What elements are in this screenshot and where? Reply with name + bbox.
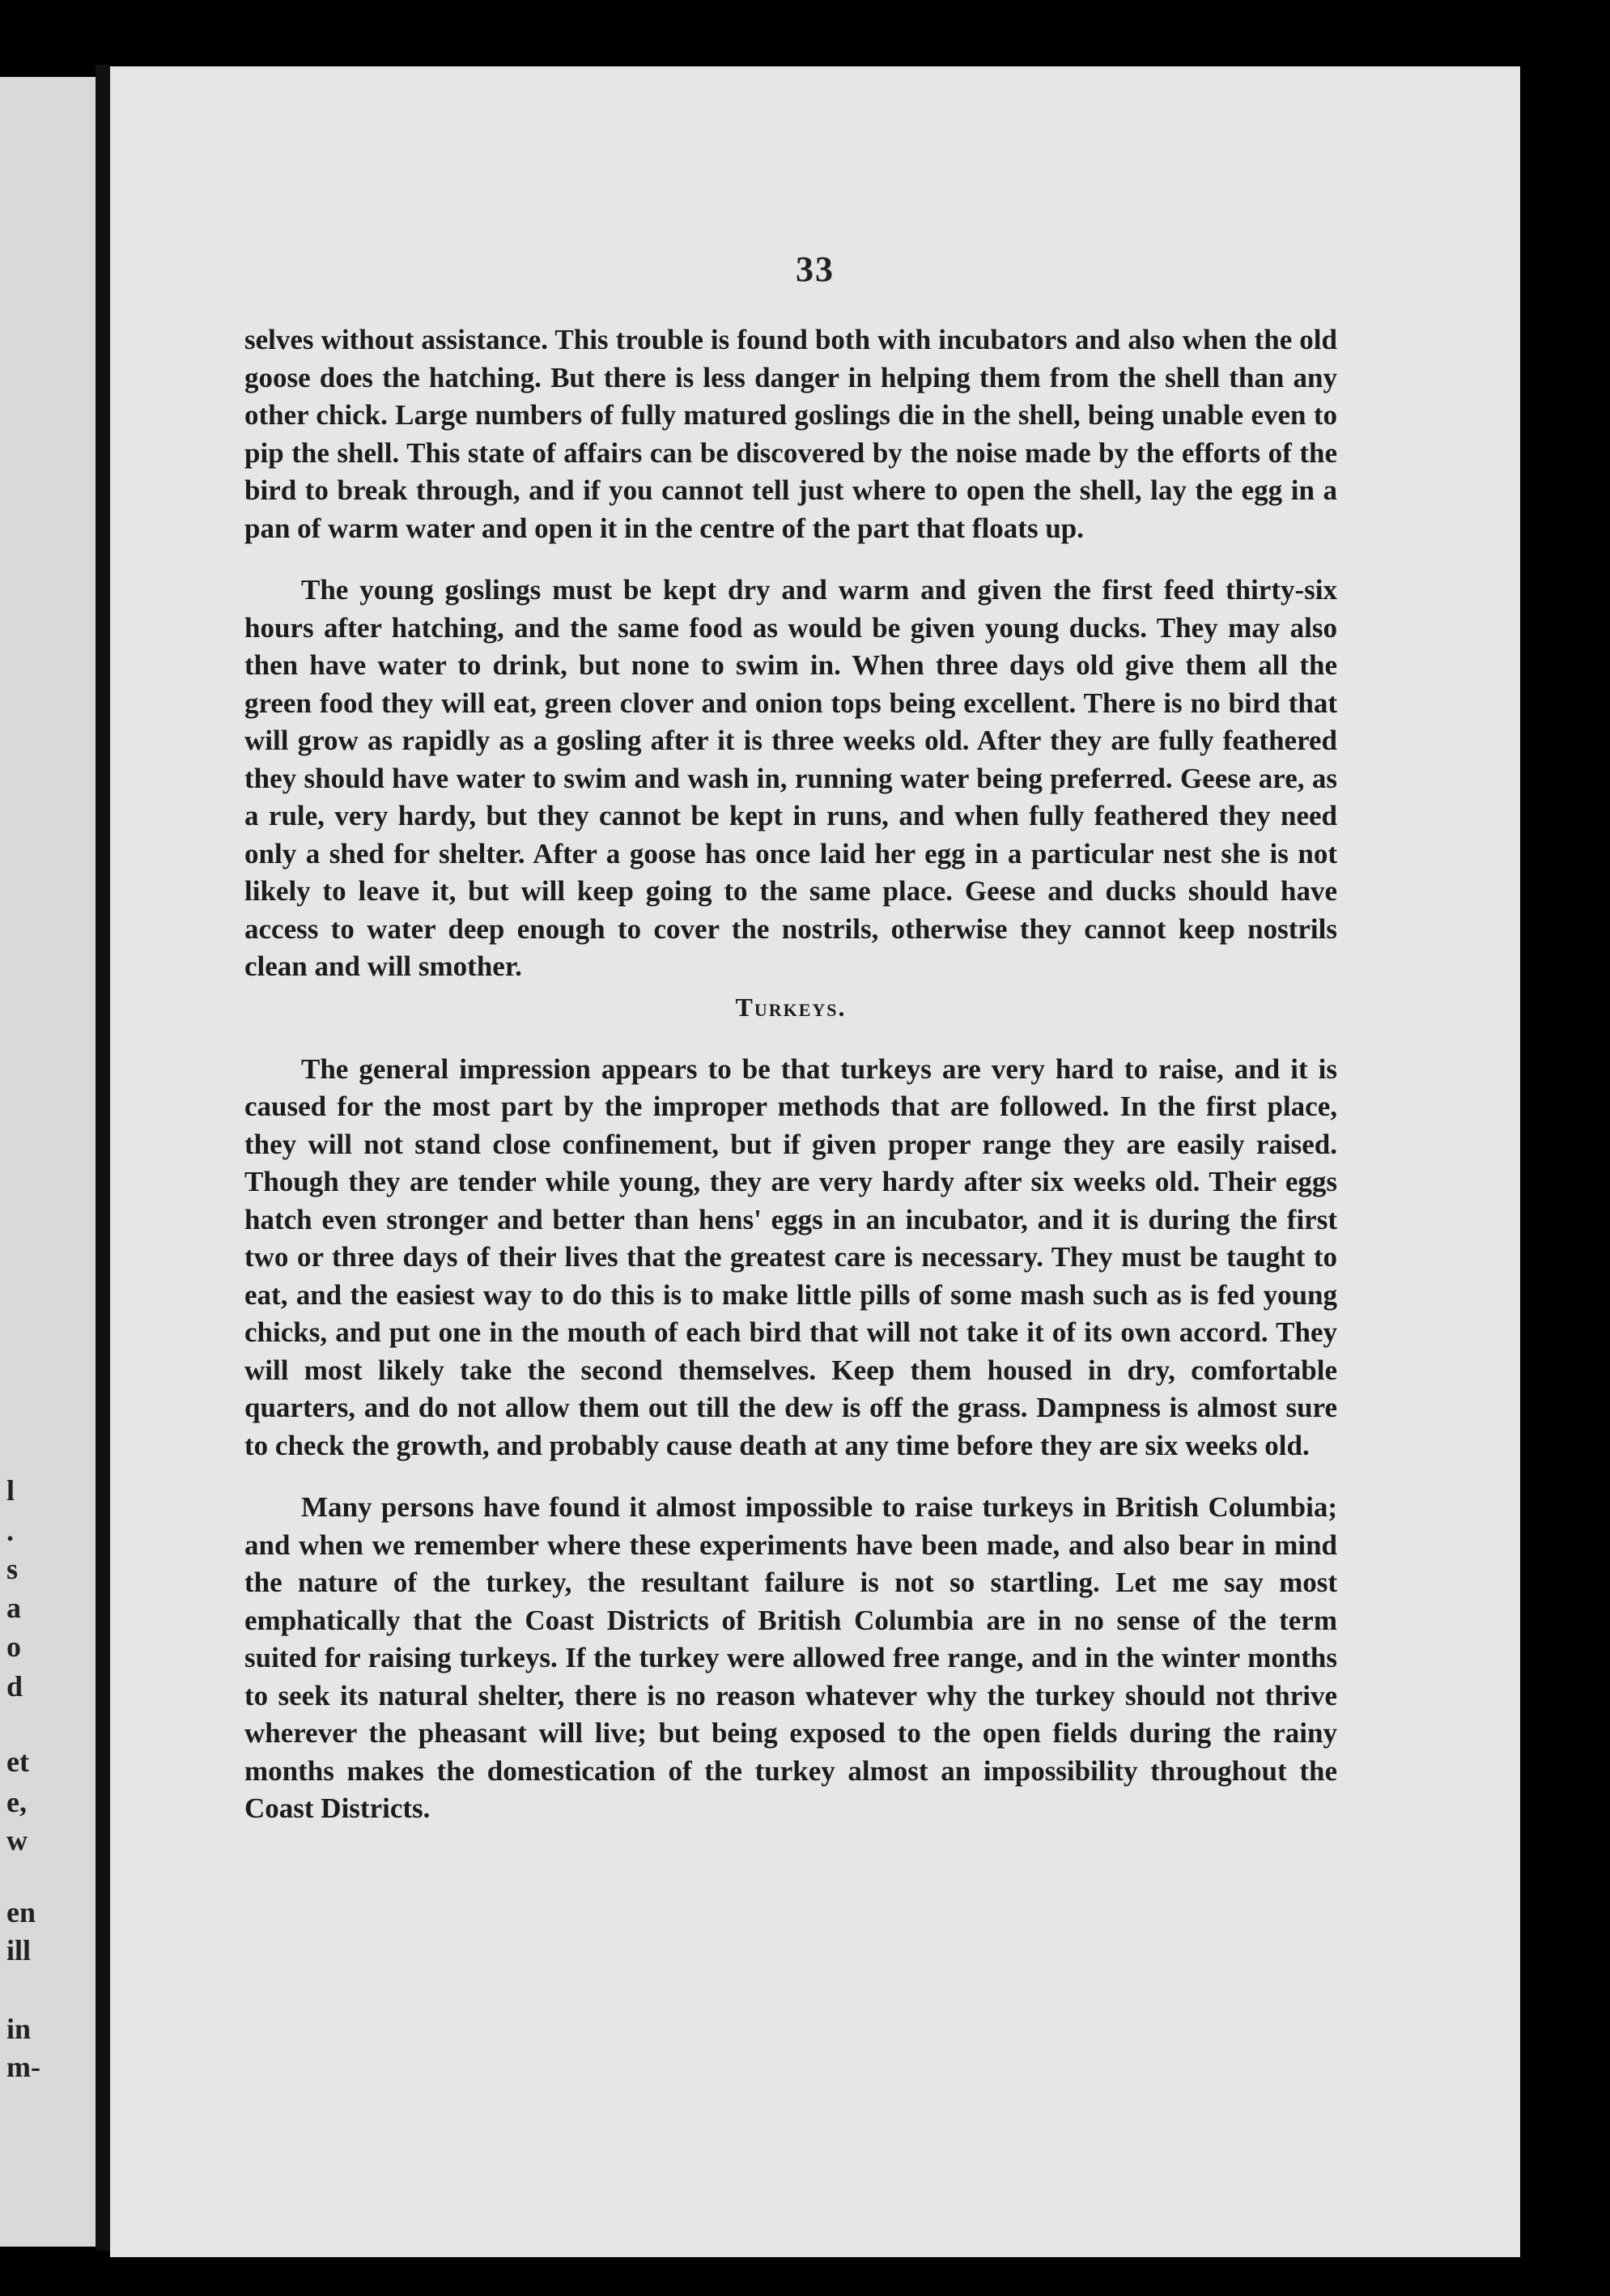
paragraph-turkeys-raising: The general impression appears to be that turkeys are very hard to raise, and it is caused for the most part by the improper methods that are followed. In the first place, they will not stand close confinement, but if given proper range they are easily raised. Though they are tender while young, they are very hardy after six weeks old. Their eggs hatch even stronger and better than hens' eggs in an incubator, and it is during the first two or three days of their lives that the greatest care is necessary. They must be taught to eat, and the easiest way to do this is to make little pills of some mash such as is fed young chicks, and put one in the mouth of each bird that will not take it of its own accord. They will most likely take the second themselves. Keep them housed in dry, comfortable quarters, and do not allow them out till the dew is off the grass. Dampness is almost sure to check the growth, and probably cause death at any time before they are six weeks old. <box>244 1052 1337 1461</box>
paragraph-turkeys-british-columbia: Many persons have found it almost impossible to raise turkeys in British Columbia; and when we remember where these experiments have been made, and also bear in mind the nature of the turkey, the resultant failure is not so startling. Let me say most emphatically that the Coast Districts of British Columbia are in no sense of the term suited for raising turkeys. If the turkey were allowed free range, and in the winter months to seek its natural shelter, there is no reason whatever why the turkey should not thrive wherever the pheasant will live; but being exposed to the open fields during the rainy months makes the domestication of the turkey almost an impossibility throughout the Coast Districts. <box>244 1491 1337 1824</box>
margin-fragment: o <box>6 1631 21 1663</box>
margin-fragment: a <box>6 1592 21 1624</box>
paragraph-goslings-hatching: selves without assistance. This trouble is found both with incubators and also when the old goose does the hatching. But there is less danger in helping them from the shell than any other chick. Large numbers of fully matured goslings die in the shell, being unable even to pip the shell. This state of affairs can be discovered by the noise made by the efforts of the bird to break through, and if you cannot tell just where to open the shell, lay the egg in a pan of warm water and open it in the centre of the part that floats up. <box>244 324 1337 544</box>
margin-fragment: en <box>6 1896 36 1928</box>
page-number: 33 <box>796 249 835 289</box>
book-page <box>110 66 1520 2257</box>
margin-fragment: e, <box>6 1786 27 1818</box>
margin-fragment: w <box>6 1824 28 1856</box>
margin-fragment: et <box>6 1745 29 1778</box>
margin-fragment: ill <box>6 1934 32 1966</box>
margin-fragment: s <box>6 1553 19 1585</box>
paragraph-goslings-care: The young goslings must be kept dry and warm and given the first feed thirty-six hours after hatching, and the same food as would be given young ducks. They may also then have water to drink, but none to swim in. When three days old give them all the green food they will eat, green clover and onion tops being excellent. There is no bird that will grow as rapidly as a gosling after it is three weeks old. After they are fully feathered they should have water to swim and wash in, running water being preferred. Geese are, as a rule, very hardy, but they cannot be kept in runs, and when fully feathered they need only a shed for shelter. After a goose has once laid her egg in a particular nest she is not likely to leave it, but will keep going to the same place. Geese and ducks should have access to water deep enough to cover the nostrils, otherwise they cannot keep nostrils clean and will smother. <box>244 574 1337 982</box>
margin-fragment: l <box>6 1474 15 1507</box>
margin-fragment: d <box>6 1670 23 1703</box>
page-body <box>244 321 1337 1828</box>
margin-fragment: m- <box>6 2051 40 2083</box>
section-heading: Turkeys. <box>735 992 847 1022</box>
binding-gutter <box>96 65 110 2251</box>
margin-fragment: . <box>6 1515 14 1547</box>
adjacent-page-edge <box>0 77 96 2247</box>
margin-fragment: in <box>6 2013 32 2045</box>
